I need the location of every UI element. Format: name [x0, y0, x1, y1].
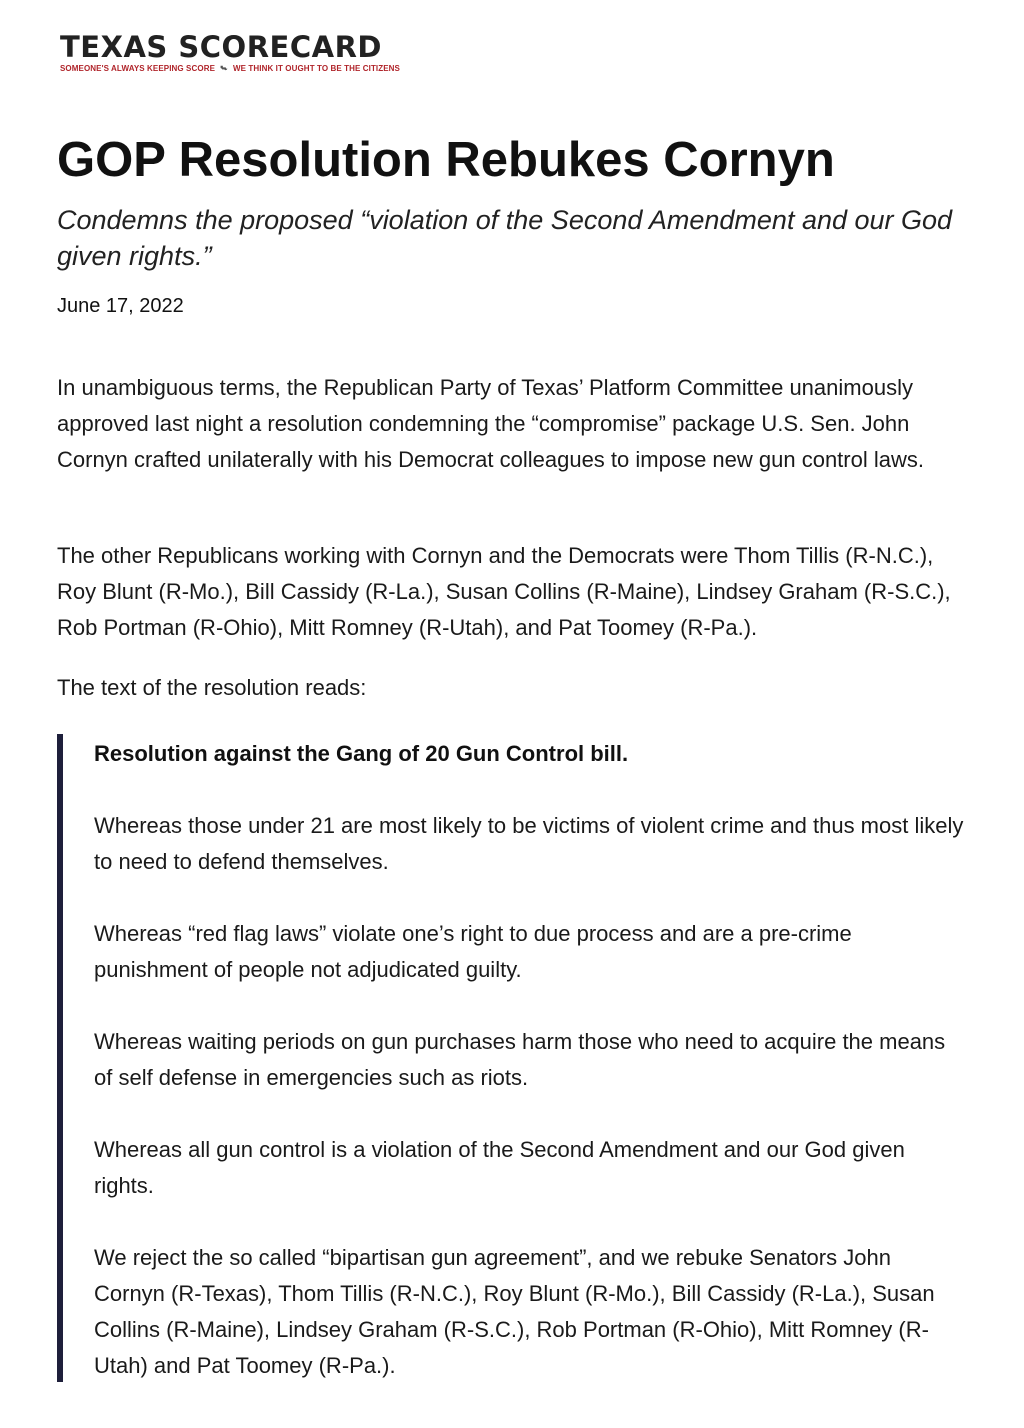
- resolution-title: Resolution against the Gang of 20 Gun Control bill.: [94, 741, 629, 766]
- article-paragraph: The text of the resolution reads:: [57, 675, 367, 700]
- resolution-clause: Whereas all gun control is a violation of the Second Amendment and our God given rights.: [94, 1137, 905, 1198]
- resolution-blockquote: [57, 734, 972, 1382]
- logo-tagline: [60, 63, 400, 73]
- tagline-left: SOMEONE'S ALWAYS KEEPING SCORE: [60, 63, 216, 73]
- article-paragraph: In unambiguous terms, the Republican Party of Texas’ Platform Committee unanimously approved last night a resolution condemning the “compromise” package U.S. Sen. John Cornyn crafted unilaterally with his Democrat colleagues to impose new gun control laws.: [57, 375, 924, 472]
- article-paragraph: The other Republicans working with Cornyn and the Democrats were Thom Tillis (R-N.C.), Roy Blunt (R-Mo.), Bill Cassidy (R-La.), Susan Collins (R-Maine), Lindsey Graham (R-S.C.), Rob Portman (R-Ohio), Mitt Romney (R-Utah), and Pat Toomey (R-Pa.).: [57, 543, 951, 640]
- tagline-right: WE THINK IT OUGHT TO BE THE CITIZENS: [232, 63, 400, 73]
- resolution-clause: Whereas waiting periods on gun purchases harm those who need to acquire the means of self defense in emergencies such as riots.: [94, 1029, 946, 1090]
- resolution-clause: We reject the so called “bipartisan gun agreement”, and we rebuke Senators John Cornyn (R-Texas), Thom Tillis (R-N.C.), Roy Blunt (R-Mo.), Bill Cassidy (R-La.), Susan Collins (R-Maine), Lindsey Graham (R-S.C.), Rob Portman (R-Ohio), Mitt Romney (R-Utah) and Pat Toomey (R-Pa.).: [94, 1245, 935, 1378]
- article-subheadline: Condemns the proposed “violation of the Second Amendment and our God given rights.”: [57, 205, 953, 271]
- article-headline: GOP Resolution Rebukes Cornyn: [57, 133, 835, 187]
- resolution-clause: Whereas those under 21 are most likely to be victims of violent crime and thus most likely to need to defend themselves.: [94, 813, 964, 874]
- article-date: June 17, 2022: [57, 295, 184, 317]
- site-logo[interactable]: [60, 30, 400, 73]
- resolution-clause: Whereas “red flag laws” violate one’s right to due process and are a pre-crime punishment of people not adjudicated guilty.: [94, 921, 852, 982]
- texas-star-icon: [220, 63, 228, 73]
- logo-wordmark: TEXAS SCORECARD: [60, 30, 382, 64]
